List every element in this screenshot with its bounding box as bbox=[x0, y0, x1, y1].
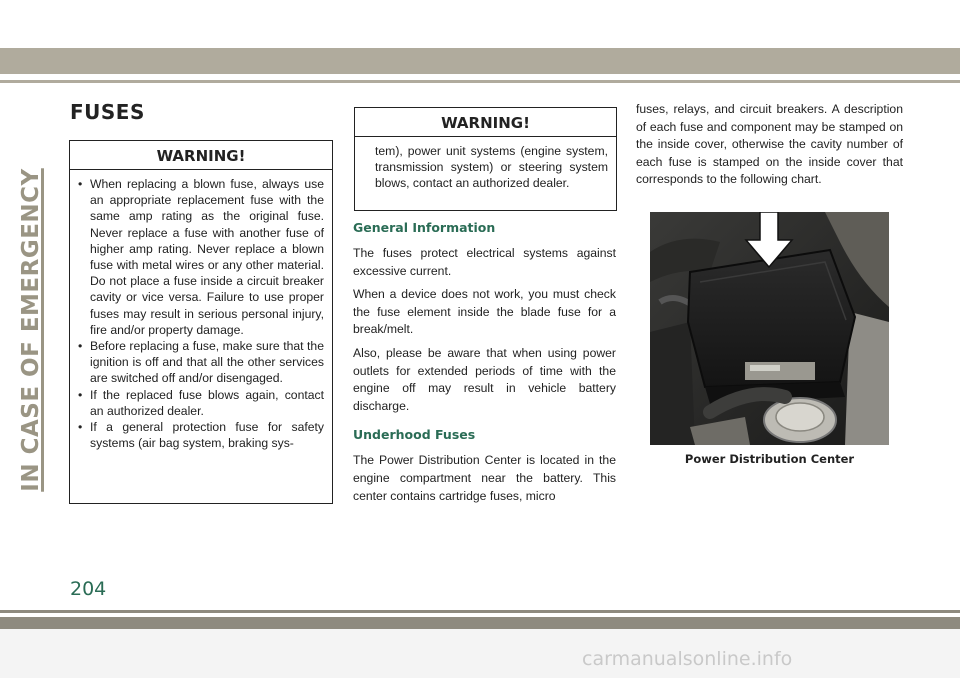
footer-band bbox=[0, 617, 960, 629]
warning-list bbox=[70, 170, 332, 451]
page-number: 204 bbox=[70, 578, 107, 600]
warning-heading: WARNING! bbox=[355, 108, 616, 137]
page-title: FUSES bbox=[70, 100, 145, 124]
header-rule bbox=[0, 80, 960, 83]
warning-item: • When replacing a blown fuse, always use an appropriate replacement fuse with the same amp rating as the original fuse. Never replace a fuse with another fuse of higher amp rating. Never replace a blown fuse with metal wires or any other material. Do not place a fuse inside a circuit breaker cavity or vice versa. Failure to use proper fuses may result in serious personal injury, fire and/or property damage. bbox=[78, 176, 324, 338]
warning-item: • If the replaced fuse blows again, contact an authorized dealer. bbox=[78, 387, 324, 419]
paragraph: Also, please be aware that when using power outlets for extended periods of time with the engine off may result in vehicle battery discharge. bbox=[353, 345, 616, 413]
text-column-right bbox=[636, 101, 903, 195]
warning-item: • Before replacing a fuse, make sure that the ignition is off and that all the other services are switched off and/or disengaged. bbox=[78, 338, 324, 387]
paragraph: When a device does not work, you must check the fuse element inside the blade fuse for a break/melt. bbox=[353, 287, 616, 337]
footer-strip bbox=[0, 629, 960, 678]
figure-caption: Power Distribution Center bbox=[684, 452, 855, 466]
warning-box-left bbox=[69, 140, 333, 504]
text-column-middle bbox=[353, 220, 616, 511]
general-information-heading: General Information bbox=[353, 220, 496, 235]
section-tab-label: IN CASE OF EMERGENCY bbox=[18, 168, 44, 492]
underhood-fuses-heading: Underhood Fuses bbox=[353, 427, 476, 443]
warning-box-continued bbox=[354, 107, 617, 211]
header-band bbox=[0, 48, 960, 74]
warning-item: • If a general protection fuse for safety systems (air bag system, braking sys- bbox=[78, 419, 324, 451]
footer-rule bbox=[0, 610, 960, 613]
watermark-text: carmanualsonline.info bbox=[582, 648, 793, 670]
warning-heading: WARNING! bbox=[70, 141, 332, 170]
warning-continued-text: tem), power unit systems (engine system, transmission system) or steering system blows, contact an authorized dealer. bbox=[375, 144, 608, 191]
power-distribution-center-photo bbox=[650, 212, 889, 445]
paragraph: The Power Distribution Center is located in the engine compartment near the battery. This center contains cartridge fuses, micro bbox=[353, 453, 616, 503]
paragraph: The fuses protect electrical systems against excessive current. bbox=[353, 246, 616, 278]
paragraph: fuses, relays, and circuit breakers. A description of each fuse and component may be stamped on the inside cover, otherwise the cavity number of each fuse is stamped on the inside cover that corresponds to the following chart. bbox=[636, 102, 903, 187]
